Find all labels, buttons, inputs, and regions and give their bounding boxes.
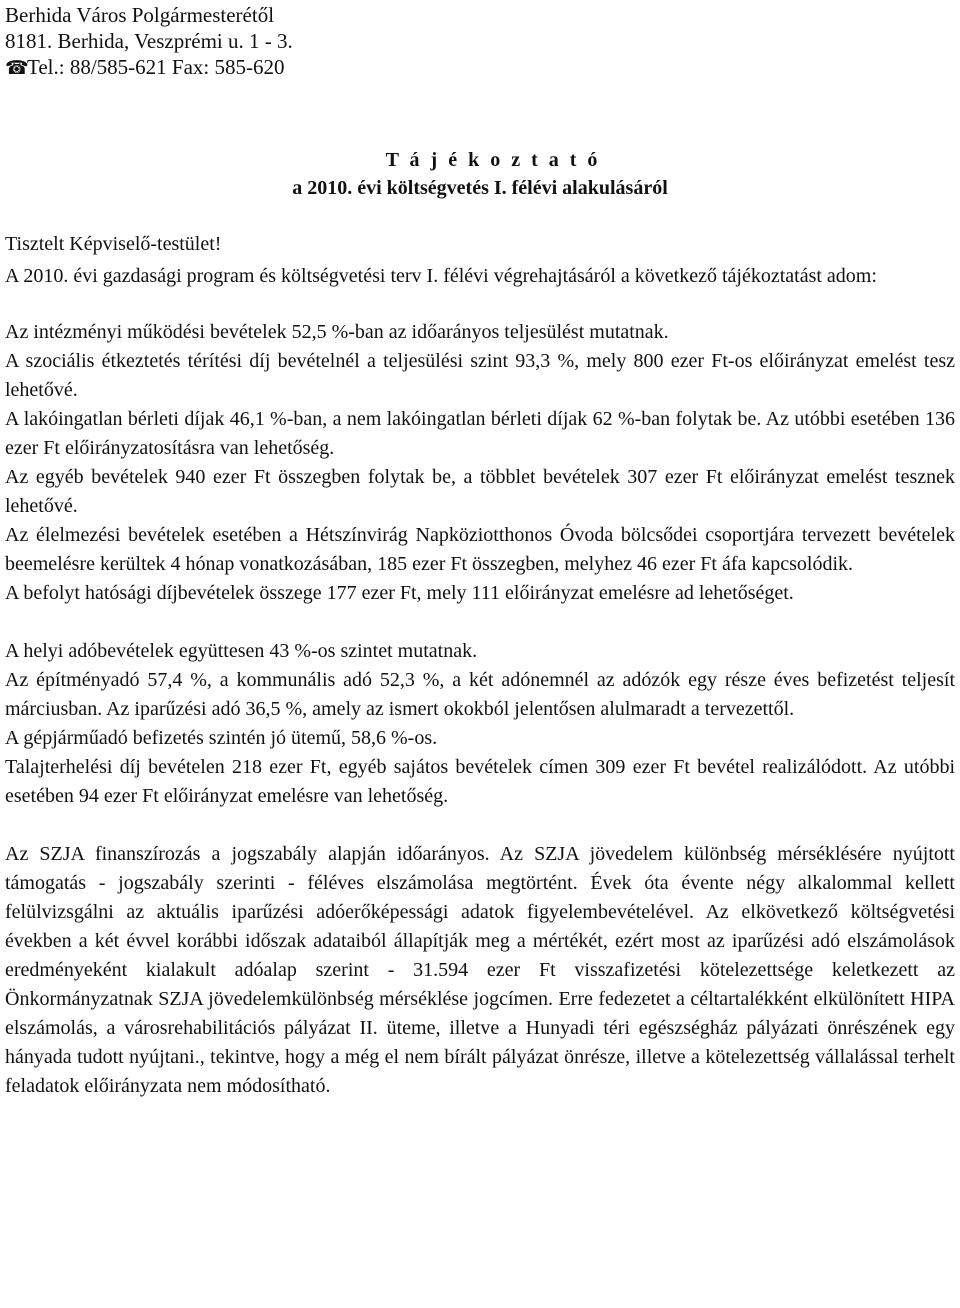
document-page bbox=[5, 0, 955, 1097]
paragraph-rental-fees: A lakóingatlan bérleti díjak 46,1 %-ban, a nem lakóingatlan bérleti díjak 62 %-ban folytak be. Az utóbbi esetében 136 ezer Ft előirányzatosításra van lehetőség. bbox=[5, 408, 955, 459]
paragraph-intro: A 2010. évi gazdasági program és költségvetési terv I. félévi végrehajtásáról a következő tájékoztatást adom: bbox=[5, 265, 877, 287]
salutation: Tisztelt Képviselő-testület! bbox=[5, 233, 222, 255]
paragraph-catering-revenue: Az élelmezési bevételek esetében a Hétszínvirág Napköziotthonos Óvoda bölcsődei csoportjára tervezett bevételek beemelésre kerültek 4 hónap vonatkozásában, 185 ezer Ft összegben, melyhez 46 ezer Ft áfa kapcsolódik. bbox=[5, 524, 955, 575]
letterhead-contact-line bbox=[5, 54, 955, 82]
paragraph-institutional-revenue: Az intézményi működési bevételek 52,5 %-ban az időarányos teljesülést mutatnak. bbox=[5, 321, 669, 343]
paragraph-local-taxes: A helyi adóbevételek együttesen 43 %-os szintet mutatnak. bbox=[5, 640, 478, 662]
paragraph-soil-load-fee: Talajterhelési díj bevételen 218 ezer Ft, egyéb sajátos bevételek címen 309 ezer Ft bevétel realizálódott. Az utóbbi esetében 94 ezer Ft előirányzat emelésre van lehetőség. bbox=[5, 756, 955, 807]
letterhead-address: 8181. Berhida, Veszprémi u. 1 - 3. bbox=[5, 29, 293, 53]
paragraph-social-catering: A szociális étkeztetés térítési díj bevételnél a teljesülési szint 93,3 %, mely 800 ezer Ft-os előirányzat emelést tesz lehetővé. bbox=[5, 350, 955, 401]
letterhead-contact: Tel.: 88/585-621 Fax: 585-620 bbox=[27, 55, 285, 79]
document-title: T á j é k o z t a t ó bbox=[385, 149, 601, 171]
paragraph-building-tax: Az építményadó 57,4 %, a kommunális adó 52,3 %, a két adónemnél az adózók egy része éves befizetést teljesít márciusban. Az iparűzési adó 36,5 %, amely az ismert okokból jelentősen alulmaradt a tervezettől. bbox=[5, 669, 955, 720]
letterhead-org: Berhida Város Polgármesterétől bbox=[5, 3, 275, 27]
telephone-icon: ☎ bbox=[5, 58, 29, 79]
paragraph-other-revenue: Az egyéb bevételek 940 ezer Ft összegben folytak be, a többlet bevételek 307 ezer Ft előirányzat emelést tesznek lehetővé. bbox=[5, 466, 955, 517]
paragraph-authority-fees: A befolyt hatósági díjbevételek összege 177 ezer Ft, mely 111 előirányzat emelésre ad lehetőséget. bbox=[5, 582, 794, 604]
document-body bbox=[5, 262, 955, 1101]
paragraph-vehicle-tax: A gépjárműadó befizetés szintén jó ütemű, 58,6 %-os. bbox=[5, 727, 438, 749]
document-subtitle: a 2010. évi költségvetés I. félévi alakulásáról bbox=[292, 177, 668, 199]
letterhead bbox=[5, 2, 955, 82]
paragraph-szja-financing: Az SZJA finanszírozás a jogszabály alapján időarányos. Az SZJA jövedelem különbség mérséklésére nyújtott támogatás - jogszabály szerinti - féléves elszámolása megtörtént. Évek óta évente négy alkalommal kellett felülvizsgálni az aktuális iparűzési adóerőképessági adatok figyelembevételével. Az elkövetkező költségvetési években a két évvel korábbi időszak adataiból állapítják meg a mértékét, ezért most az iparűzési adó elszámolások eredményeként kialakult adóalap szerint - 31.594 ezer Ft visszafizetési kötelezettsége keletkezett az Önkormányzatnak SZJA jövedelemkülönbség mérséklése jogcímen. Erre fedezetet a céltartalékként elkülönített HIPA elszámolás, a városrehabilitációs pályázat II. üteme, illetve a Hunyadi téri egészségház pályázati önrészének egy hányada tudott nyújtani., tekintve, hogy a még el nem bírált pályázat önrésze, illetve a kötelezettség vállalással terhelt feladatok előirányzata nem módosítható. bbox=[5, 843, 955, 1097]
